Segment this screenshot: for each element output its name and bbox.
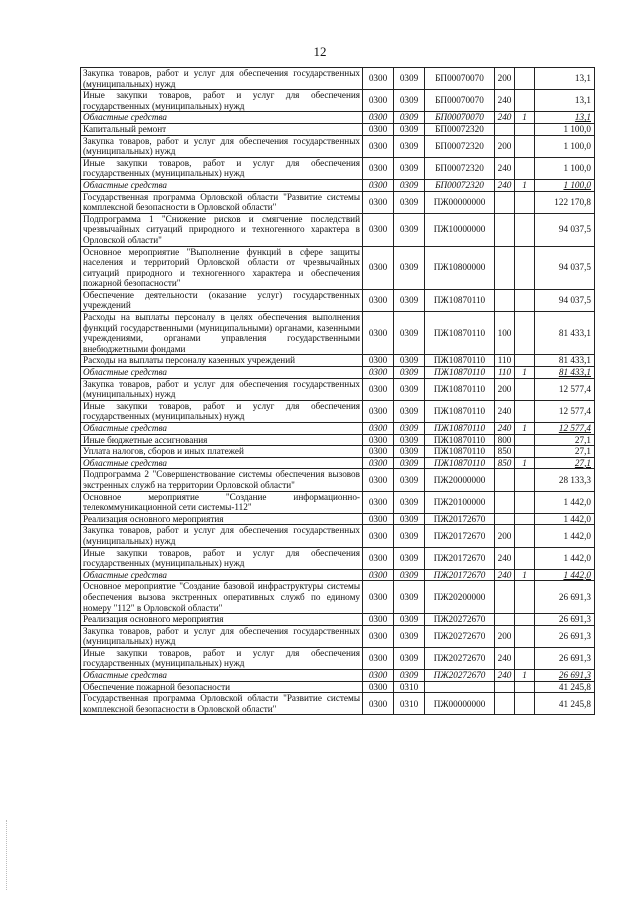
amount: 1 442,0 <box>535 513 595 525</box>
subsection-code: 0309 <box>394 289 425 311</box>
subsection-code: 0309 <box>394 135 425 157</box>
funding-source-code <box>515 378 535 400</box>
table-row <box>81 614 595 626</box>
expense-type-code: 240 <box>495 112 515 124</box>
section-code: 0300 <box>363 90 394 112</box>
table-row <box>81 123 595 135</box>
funding-source-code <box>515 581 535 614</box>
section-code: 0300 <box>363 647 394 669</box>
subsection-code: 0309 <box>394 90 425 112</box>
funding-source-code <box>515 191 535 213</box>
subsection-code: 0309 <box>394 513 425 525</box>
table-row <box>81 112 595 124</box>
funding-source-code <box>515 647 535 669</box>
expense-type-code <box>495 469 515 491</box>
section-code: 0300 <box>363 491 394 513</box>
table-row <box>81 367 595 379</box>
target-article-code: ПЖ10870110 <box>425 378 495 400</box>
amount: 26 691,3 <box>535 670 595 682</box>
expense-type-code: 800 <box>495 434 515 446</box>
amount: 26 691,3 <box>535 625 595 647</box>
section-code: 0300 <box>363 312 394 355</box>
expense-type-code: 240 <box>495 670 515 682</box>
subsection-code: 0309 <box>394 525 425 547</box>
subsection-code: 0309 <box>394 213 425 246</box>
subsection-code: 0309 <box>394 191 425 213</box>
amount: 26 691,3 <box>535 581 595 614</box>
subsection-code: 0309 <box>394 68 425 90</box>
section-code: 0300 <box>363 670 394 682</box>
section-code: 0300 <box>363 693 394 715</box>
target-article-code: ПЖ10870110 <box>425 312 495 355</box>
expense-type-code: 240 <box>495 179 515 191</box>
table-row <box>81 355 595 367</box>
table-row <box>81 312 595 355</box>
row-name: Областные средства <box>81 569 363 581</box>
row-name: Областные средства <box>81 423 363 435</box>
target-article-code: ПЖ20172670 <box>425 525 495 547</box>
subsection-code: 0309 <box>394 457 425 469</box>
subsection-code: 0309 <box>394 670 425 682</box>
amount: 94 037,5 <box>535 213 595 246</box>
subsection-code: 0309 <box>394 112 425 124</box>
target-article-code: БП00072320 <box>425 135 495 157</box>
table-row <box>81 670 595 682</box>
funding-source-code <box>515 469 535 491</box>
table-row <box>81 68 595 90</box>
amount: 13,1 <box>535 112 595 124</box>
section-code: 0300 <box>363 157 394 179</box>
expense-type-code: 200 <box>495 525 515 547</box>
expense-type-code <box>495 614 515 626</box>
funding-source-code <box>515 681 535 693</box>
row-name: Иные закупки товаров, работ и услуг для обеспечения государственных (муниципальных) нужд <box>81 157 363 179</box>
table-row <box>81 179 595 191</box>
funding-source-code <box>515 614 535 626</box>
expense-type-code <box>495 513 515 525</box>
table-row <box>81 400 595 422</box>
funding-source-code <box>515 491 535 513</box>
amount: 1 100,0 <box>535 157 595 179</box>
section-code: 0300 <box>363 625 394 647</box>
section-code: 0300 <box>363 446 394 458</box>
amount: 12 577,4 <box>535 400 595 422</box>
section-code: 0300 <box>363 569 394 581</box>
target-article-code <box>425 681 495 693</box>
subsection-code: 0309 <box>394 400 425 422</box>
table-body <box>81 68 595 715</box>
subsection-code: 0309 <box>394 469 425 491</box>
funding-source-code <box>515 90 535 112</box>
funding-source-code <box>515 434 535 446</box>
subsection-code: 0309 <box>394 625 425 647</box>
section-code: 0300 <box>363 423 394 435</box>
row-name: Закупка товаров, работ и услуг для обеспечения государственных (муниципальных) нужд <box>81 525 363 547</box>
section-code: 0300 <box>363 123 394 135</box>
subsection-code: 0309 <box>394 179 425 191</box>
row-name: Областные средства <box>81 179 363 191</box>
target-article-code: ПЖ10870110 <box>425 400 495 422</box>
section-code: 0300 <box>363 112 394 124</box>
table-row <box>81 378 595 400</box>
funding-source-code <box>515 157 535 179</box>
row-name: Подпрограмма 2 "Совершенствование системы обеспечения вызовов экстренных служб на территории Орловской области" <box>81 469 363 491</box>
expense-type-code: 200 <box>495 135 515 157</box>
target-article-code: ПЖ10000000 <box>425 213 495 246</box>
table-row <box>81 434 595 446</box>
amount: 1 100,0 <box>535 135 595 157</box>
subsection-code: 0309 <box>394 647 425 669</box>
section-code: 0300 <box>363 681 394 693</box>
section-code: 0300 <box>363 547 394 569</box>
target-article-code: ПЖ00000000 <box>425 693 495 715</box>
amount: 81 433,1 <box>535 312 595 355</box>
row-name: Основное мероприятие "Создание базовой инфраструктуры системы обеспечения вызова экстренных оперативных служб по единому номеру "112" в Орловской области" <box>81 581 363 614</box>
section-code: 0300 <box>363 135 394 157</box>
funding-source-code: 1 <box>515 569 535 581</box>
amount: 1 442,0 <box>535 491 595 513</box>
table-row <box>81 581 595 614</box>
row-name: Иные закупки товаров, работ и услуг для обеспечения государственных (муниципальных) нужд <box>81 547 363 569</box>
target-article-code: ПЖ20200000 <box>425 581 495 614</box>
row-name: Иные закупки товаров, работ и услуг для обеспечения государственных (муниципальных) нужд <box>81 90 363 112</box>
funding-source-code <box>515 246 535 289</box>
table-row <box>81 457 595 469</box>
expense-type-code: 240 <box>495 90 515 112</box>
section-code: 0300 <box>363 525 394 547</box>
scan-margin-marks <box>6 820 9 890</box>
expense-type-code: 240 <box>495 569 515 581</box>
expense-type-code: 240 <box>495 547 515 569</box>
row-name: Расходы на выплаты персоналу казенных учреждений <box>81 355 363 367</box>
funding-source-code <box>515 312 535 355</box>
expense-type-code: 240 <box>495 647 515 669</box>
expense-type-code: 200 <box>495 378 515 400</box>
row-name: Расходы на выплаты персоналу в целях обеспечения выполнения функций государственными (муниципальными) органами, казенными учреждениями, органами управления государственными внебюджетными фондами <box>81 312 363 355</box>
table-row <box>81 647 595 669</box>
expense-type-code <box>495 213 515 246</box>
row-name: Капитальный ремонт <box>81 123 363 135</box>
amount: 41 245,8 <box>535 681 595 693</box>
row-name: Реализация основного мероприятия <box>81 513 363 525</box>
amount: 81 433,1 <box>535 367 595 379</box>
table-row <box>81 547 595 569</box>
section-code: 0300 <box>363 513 394 525</box>
funding-source-code <box>515 400 535 422</box>
section-code: 0300 <box>363 469 394 491</box>
subsection-code: 0309 <box>394 547 425 569</box>
target-article-code: ПЖ20272670 <box>425 625 495 647</box>
funding-source-code <box>515 446 535 458</box>
target-article-code: ПЖ10870110 <box>425 423 495 435</box>
funding-source-code <box>515 513 535 525</box>
row-name: Государственная программа Орловской области "Развитие системы комплексной безопасности в Орловской области" <box>81 693 363 715</box>
funding-source-code <box>515 625 535 647</box>
row-name: Закупка товаров, работ и услуг для обеспечения государственных (муниципальных) нужд <box>81 68 363 90</box>
section-code: 0300 <box>363 378 394 400</box>
target-article-code: БП00072320 <box>425 123 495 135</box>
funding-source-code: 1 <box>515 457 535 469</box>
row-name: Иные закупки товаров, работ и услуг для обеспечения государственных (муниципальных) нужд <box>81 400 363 422</box>
subsection-code: 0310 <box>394 693 425 715</box>
section-code: 0300 <box>363 367 394 379</box>
subsection-code: 0309 <box>394 491 425 513</box>
subsection-code: 0309 <box>394 123 425 135</box>
target-article-code: БП00072320 <box>425 157 495 179</box>
section-code: 0300 <box>363 434 394 446</box>
target-article-code: ПЖ10870110 <box>425 289 495 311</box>
funding-source-code <box>515 68 535 90</box>
funding-source-code: 1 <box>515 670 535 682</box>
amount: 1 442,0 <box>535 525 595 547</box>
funding-source-code <box>515 135 535 157</box>
table-row <box>81 423 595 435</box>
expense-type-code: 240 <box>495 423 515 435</box>
target-article-code: ПЖ20100000 <box>425 491 495 513</box>
amount: 13,1 <box>535 90 595 112</box>
funding-source-code <box>515 547 535 569</box>
funding-source-code <box>515 123 535 135</box>
expense-type-code: 110 <box>495 367 515 379</box>
section-code: 0300 <box>363 457 394 469</box>
amount: 94 037,5 <box>535 289 595 311</box>
row-name: Закупка товаров, работ и услуг для обеспечения государственных (муниципальных) нужд <box>81 135 363 157</box>
expense-type-code <box>495 123 515 135</box>
amount: 1 442,0 <box>535 569 595 581</box>
row-name: Иные закупки товаров, работ и услуг для обеспечения государственных (муниципальных) нужд <box>81 647 363 669</box>
subsection-code: 0309 <box>394 367 425 379</box>
row-name: Закупка товаров, работ и услуг для обеспечения государственных (муниципальных) нужд <box>81 625 363 647</box>
amount: 26 691,3 <box>535 614 595 626</box>
expense-type-code <box>495 581 515 614</box>
amount: 27,1 <box>535 434 595 446</box>
expense-type-code <box>495 693 515 715</box>
row-name: Государственная программа Орловской области "Развитие системы комплексной безопасности в Орловской области" <box>81 191 363 213</box>
target-article-code: БП00070070 <box>425 68 495 90</box>
expense-type-code <box>495 191 515 213</box>
target-article-code: ПЖ20172670 <box>425 547 495 569</box>
table-row <box>81 681 595 693</box>
amount: 1 100,0 <box>535 123 595 135</box>
table-row <box>81 569 595 581</box>
target-article-code: ПЖ10870110 <box>425 446 495 458</box>
row-name: Реализация основного мероприятия <box>81 614 363 626</box>
subsection-code: 0309 <box>394 355 425 367</box>
expense-type-code <box>495 289 515 311</box>
table-row <box>81 625 595 647</box>
row-name: Основное мероприятие "Создание информационно-телекоммуникационной сети системы-112" <box>81 491 363 513</box>
target-article-code: ПЖ10870110 <box>425 367 495 379</box>
amount: 12 577,4 <box>535 423 595 435</box>
amount: 27,1 <box>535 457 595 469</box>
section-code: 0300 <box>363 179 394 191</box>
row-name: Областные средства <box>81 112 363 124</box>
target-article-code: БП00072320 <box>425 179 495 191</box>
amount: 1 100,0 <box>535 179 595 191</box>
target-article-code: ПЖ20172670 <box>425 513 495 525</box>
target-article-code: ПЖ00000000 <box>425 191 495 213</box>
table-row <box>81 289 595 311</box>
expense-type-code: 240 <box>495 157 515 179</box>
row-name: Основное мероприятие "Выполнение функций в сфере защиты населения и территорий Орловской области от чрезвычайных ситуаций природного и техногенного характера и обеспечения пожарной безопасности" <box>81 246 363 289</box>
amount: 12 577,4 <box>535 378 595 400</box>
table-row <box>81 469 595 491</box>
funding-source-code <box>515 693 535 715</box>
expense-type-code: 850 <box>495 446 515 458</box>
funding-source-code: 1 <box>515 423 535 435</box>
expense-type-code <box>495 246 515 289</box>
expense-type-code <box>495 681 515 693</box>
target-article-code: БП00070070 <box>425 112 495 124</box>
expense-type-code: 100 <box>495 312 515 355</box>
section-code: 0300 <box>363 289 394 311</box>
amount: 41 245,8 <box>535 693 595 715</box>
funding-source-code: 1 <box>515 179 535 191</box>
funding-source-code <box>515 355 535 367</box>
subsection-code: 0310 <box>394 681 425 693</box>
subsection-code: 0309 <box>394 378 425 400</box>
subsection-code: 0309 <box>394 614 425 626</box>
section-code: 0300 <box>363 614 394 626</box>
subsection-code: 0309 <box>394 423 425 435</box>
funding-source-code <box>515 289 535 311</box>
funding-source-code <box>515 213 535 246</box>
budget-table <box>80 67 595 715</box>
target-article-code: ПЖ20272670 <box>425 647 495 669</box>
subsection-code: 0309 <box>394 446 425 458</box>
target-article-code: ПЖ10870110 <box>425 457 495 469</box>
amount: 26 691,3 <box>535 647 595 669</box>
amount: 94 037,5 <box>535 246 595 289</box>
row-name: Уплата налогов, сборов и иных платежей <box>81 446 363 458</box>
row-name: Обеспечение деятельности (оказание услуг) государственных учреждений <box>81 289 363 311</box>
table-row <box>81 446 595 458</box>
table-row <box>81 135 595 157</box>
row-name: Областные средства <box>81 367 363 379</box>
page-number: 12 <box>313 44 327 59</box>
expense-type-code: 200 <box>495 68 515 90</box>
section-code: 0300 <box>363 355 394 367</box>
expense-type-code: 200 <box>495 625 515 647</box>
row-name: Областные средства <box>81 457 363 469</box>
target-article-code: ПЖ20172670 <box>425 569 495 581</box>
funding-source-code: 1 <box>515 367 535 379</box>
amount: 1 442,0 <box>535 547 595 569</box>
subsection-code: 0309 <box>394 569 425 581</box>
table-row <box>81 157 595 179</box>
section-code: 0300 <box>363 581 394 614</box>
target-article-code: ПЖ10870110 <box>425 355 495 367</box>
table-row <box>81 90 595 112</box>
section-code: 0300 <box>363 68 394 90</box>
amount: 27,1 <box>535 446 595 458</box>
section-code: 0300 <box>363 400 394 422</box>
table-row <box>81 213 595 246</box>
target-article-code: ПЖ20272670 <box>425 614 495 626</box>
subsection-code: 0309 <box>394 581 425 614</box>
expense-type-code <box>495 491 515 513</box>
table-row <box>81 246 595 289</box>
amount: 81 433,1 <box>535 355 595 367</box>
expense-type-code: 110 <box>495 355 515 367</box>
target-article-code: ПЖ10870110 <box>425 434 495 446</box>
section-code: 0300 <box>363 246 394 289</box>
target-article-code: ПЖ20000000 <box>425 469 495 491</box>
section-code: 0300 <box>363 191 394 213</box>
row-name: Иные бюджетные ассигнования <box>81 434 363 446</box>
target-article-code: ПЖ20272670 <box>425 670 495 682</box>
row-name: Обеспечение пожарной безопасности <box>81 681 363 693</box>
table-row <box>81 491 595 513</box>
row-name: Подпрограмма 1 "Снижение рисков и смягчение последствий чрезвычайных ситуаций природного и техногенного характера в Орловской области" <box>81 213 363 246</box>
table-row <box>81 191 595 213</box>
amount: 13,1 <box>535 68 595 90</box>
row-name: Закупка товаров, работ и услуг для обеспечения государственных (муниципальных) нужд <box>81 378 363 400</box>
funding-source-code: 1 <box>515 112 535 124</box>
amount: 28 133,3 <box>535 469 595 491</box>
funding-source-code <box>515 525 535 547</box>
section-code: 0300 <box>363 213 394 246</box>
amount: 122 170,8 <box>535 191 595 213</box>
table-row <box>81 513 595 525</box>
subsection-code: 0309 <box>394 157 425 179</box>
target-article-code: БП00070070 <box>425 90 495 112</box>
target-article-code: ПЖ10800000 <box>425 246 495 289</box>
row-name: Областные средства <box>81 670 363 682</box>
expense-type-code: 240 <box>495 400 515 422</box>
subsection-code: 0309 <box>394 434 425 446</box>
table-row <box>81 525 595 547</box>
expense-type-code: 850 <box>495 457 515 469</box>
subsection-code: 0309 <box>394 312 425 355</box>
subsection-code: 0309 <box>394 246 425 289</box>
table-row <box>81 693 595 715</box>
